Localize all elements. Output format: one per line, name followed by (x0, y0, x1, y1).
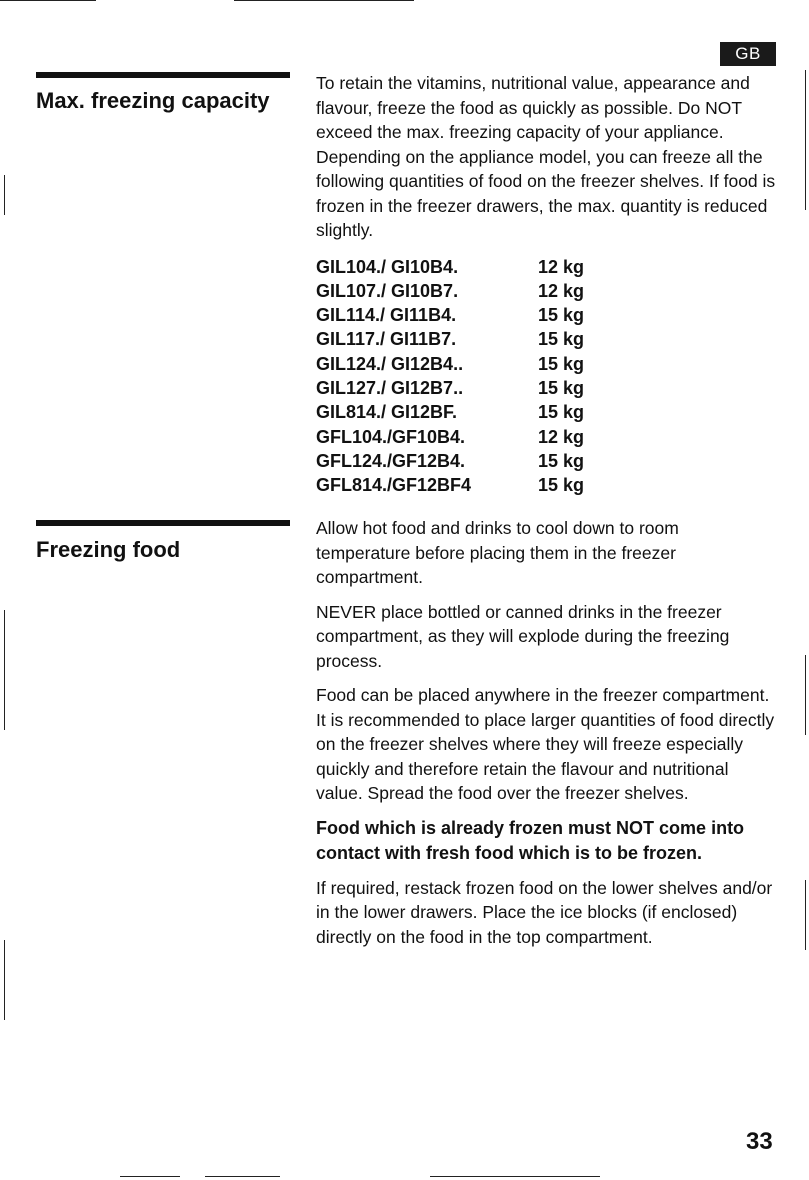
model-cell: GIL107./ GI10B7. (316, 280, 459, 301)
scan-edge-mark (234, 0, 414, 1)
capacity-cell: 15 kg (538, 329, 585, 350)
model-cell: GIL127./ GI12B7.. (316, 377, 464, 398)
capacity-table-row (316, 449, 584, 473)
capacity-table-row (316, 376, 584, 400)
scan-edge-mark (805, 880, 806, 950)
model-cell: GIL124./ GI12B4.. (316, 353, 464, 374)
capacity-cell: 15 kg (538, 475, 585, 496)
capacity-cell: 12 kg (538, 280, 585, 301)
capacity-intro-paragraph: To retain the vitamins, nutritional value, appearance and flavour, freeze the food as quickly as possible. Do NOT exceed the max. freezing capacity of your appliance. Depending on the appliance model, you can freeze all the following quantities of food on the freezer shelves. If food is frozen in the freezer drawers, the max. quantity is reduced slightly. (316, 73, 776, 240)
scan-edge-mark (4, 175, 5, 215)
model-cell: GIL104./ GI10B4. (316, 256, 459, 277)
freezing-body (316, 516, 778, 959)
capacity-table-row (316, 279, 584, 303)
model-cell: GFL104./GF10B4. (316, 426, 466, 447)
freezing-paragraph-4: If required, restack frozen food on the lower shelves and/or in the lower drawers. Place the ice blocks (if enclosed) directly on the food in the top compartment. (316, 877, 773, 947)
freezing-paragraph-2: NEVER place bottled or canned drinks in the freezer compartment, as they will explode during the freezing process. (316, 601, 730, 671)
capacity-cell: 12 kg (538, 426, 585, 447)
model-cell: GFL124./GF12B4. (316, 450, 466, 471)
capacity-body (316, 71, 778, 497)
freezing-warning-paragraph: Food which is already frozen must NOT come into contact with fresh food which is to be frozen. (316, 817, 745, 863)
scan-edge-mark (805, 655, 806, 735)
freezing-paragraph-1: Allow hot food and drinks to cool down to room temperature before placing them in the freezer compartment. (316, 518, 679, 587)
model-cell: GIL114./ GI11B4. (316, 305, 457, 326)
model-cell: GIL117./ GI11B7. (316, 329, 457, 350)
scan-edge-mark (120, 1176, 180, 1177)
scan-edge-mark (430, 1176, 600, 1177)
model-cell: GIL814./ GI12BF. (316, 402, 458, 423)
capacity-cell: 15 kg (538, 305, 585, 326)
model-cell: GFL814./GF12BF4 (316, 475, 472, 496)
section-rule-freezing (36, 520, 290, 526)
capacity-table-row (316, 473, 584, 497)
capacity-table (316, 255, 584, 498)
scan-edge-mark (4, 940, 5, 1020)
capacity-table-row (316, 303, 584, 327)
capacity-cell: 15 kg (538, 377, 585, 398)
scan-edge-mark (805, 70, 806, 210)
capacity-cell: 15 kg (538, 353, 585, 374)
section-title-max-freezing-capacity: Max. freezing capacity (36, 88, 270, 113)
capacity-cell: 15 kg (538, 450, 585, 471)
capacity-table-row (316, 425, 584, 449)
language-badge: GB (720, 42, 776, 66)
capacity-table-row (316, 352, 584, 376)
section-rule-capacity (36, 72, 290, 78)
scan-edge-mark (4, 610, 5, 730)
capacity-cell: 12 kg (538, 256, 585, 277)
capacity-cell: 15 kg (538, 402, 585, 423)
page-number: 33 (746, 1128, 773, 1155)
capacity-table-row (316, 400, 584, 424)
section-title-freezing-food: Freezing food (36, 537, 181, 562)
capacity-table-row (316, 327, 584, 351)
scan-edge-mark (0, 0, 96, 1)
scan-edge-mark (205, 1176, 280, 1177)
capacity-table-row (316, 255, 584, 279)
freezing-paragraph-3: Food can be placed anywhere in the freezer compartment. It is recommended to place larger quantities of food directly on the freezer shelves where they will freeze especially quickly and therefore retain the flavour and nutritional value. Spread the food over the freezer shelves. (316, 685, 775, 803)
